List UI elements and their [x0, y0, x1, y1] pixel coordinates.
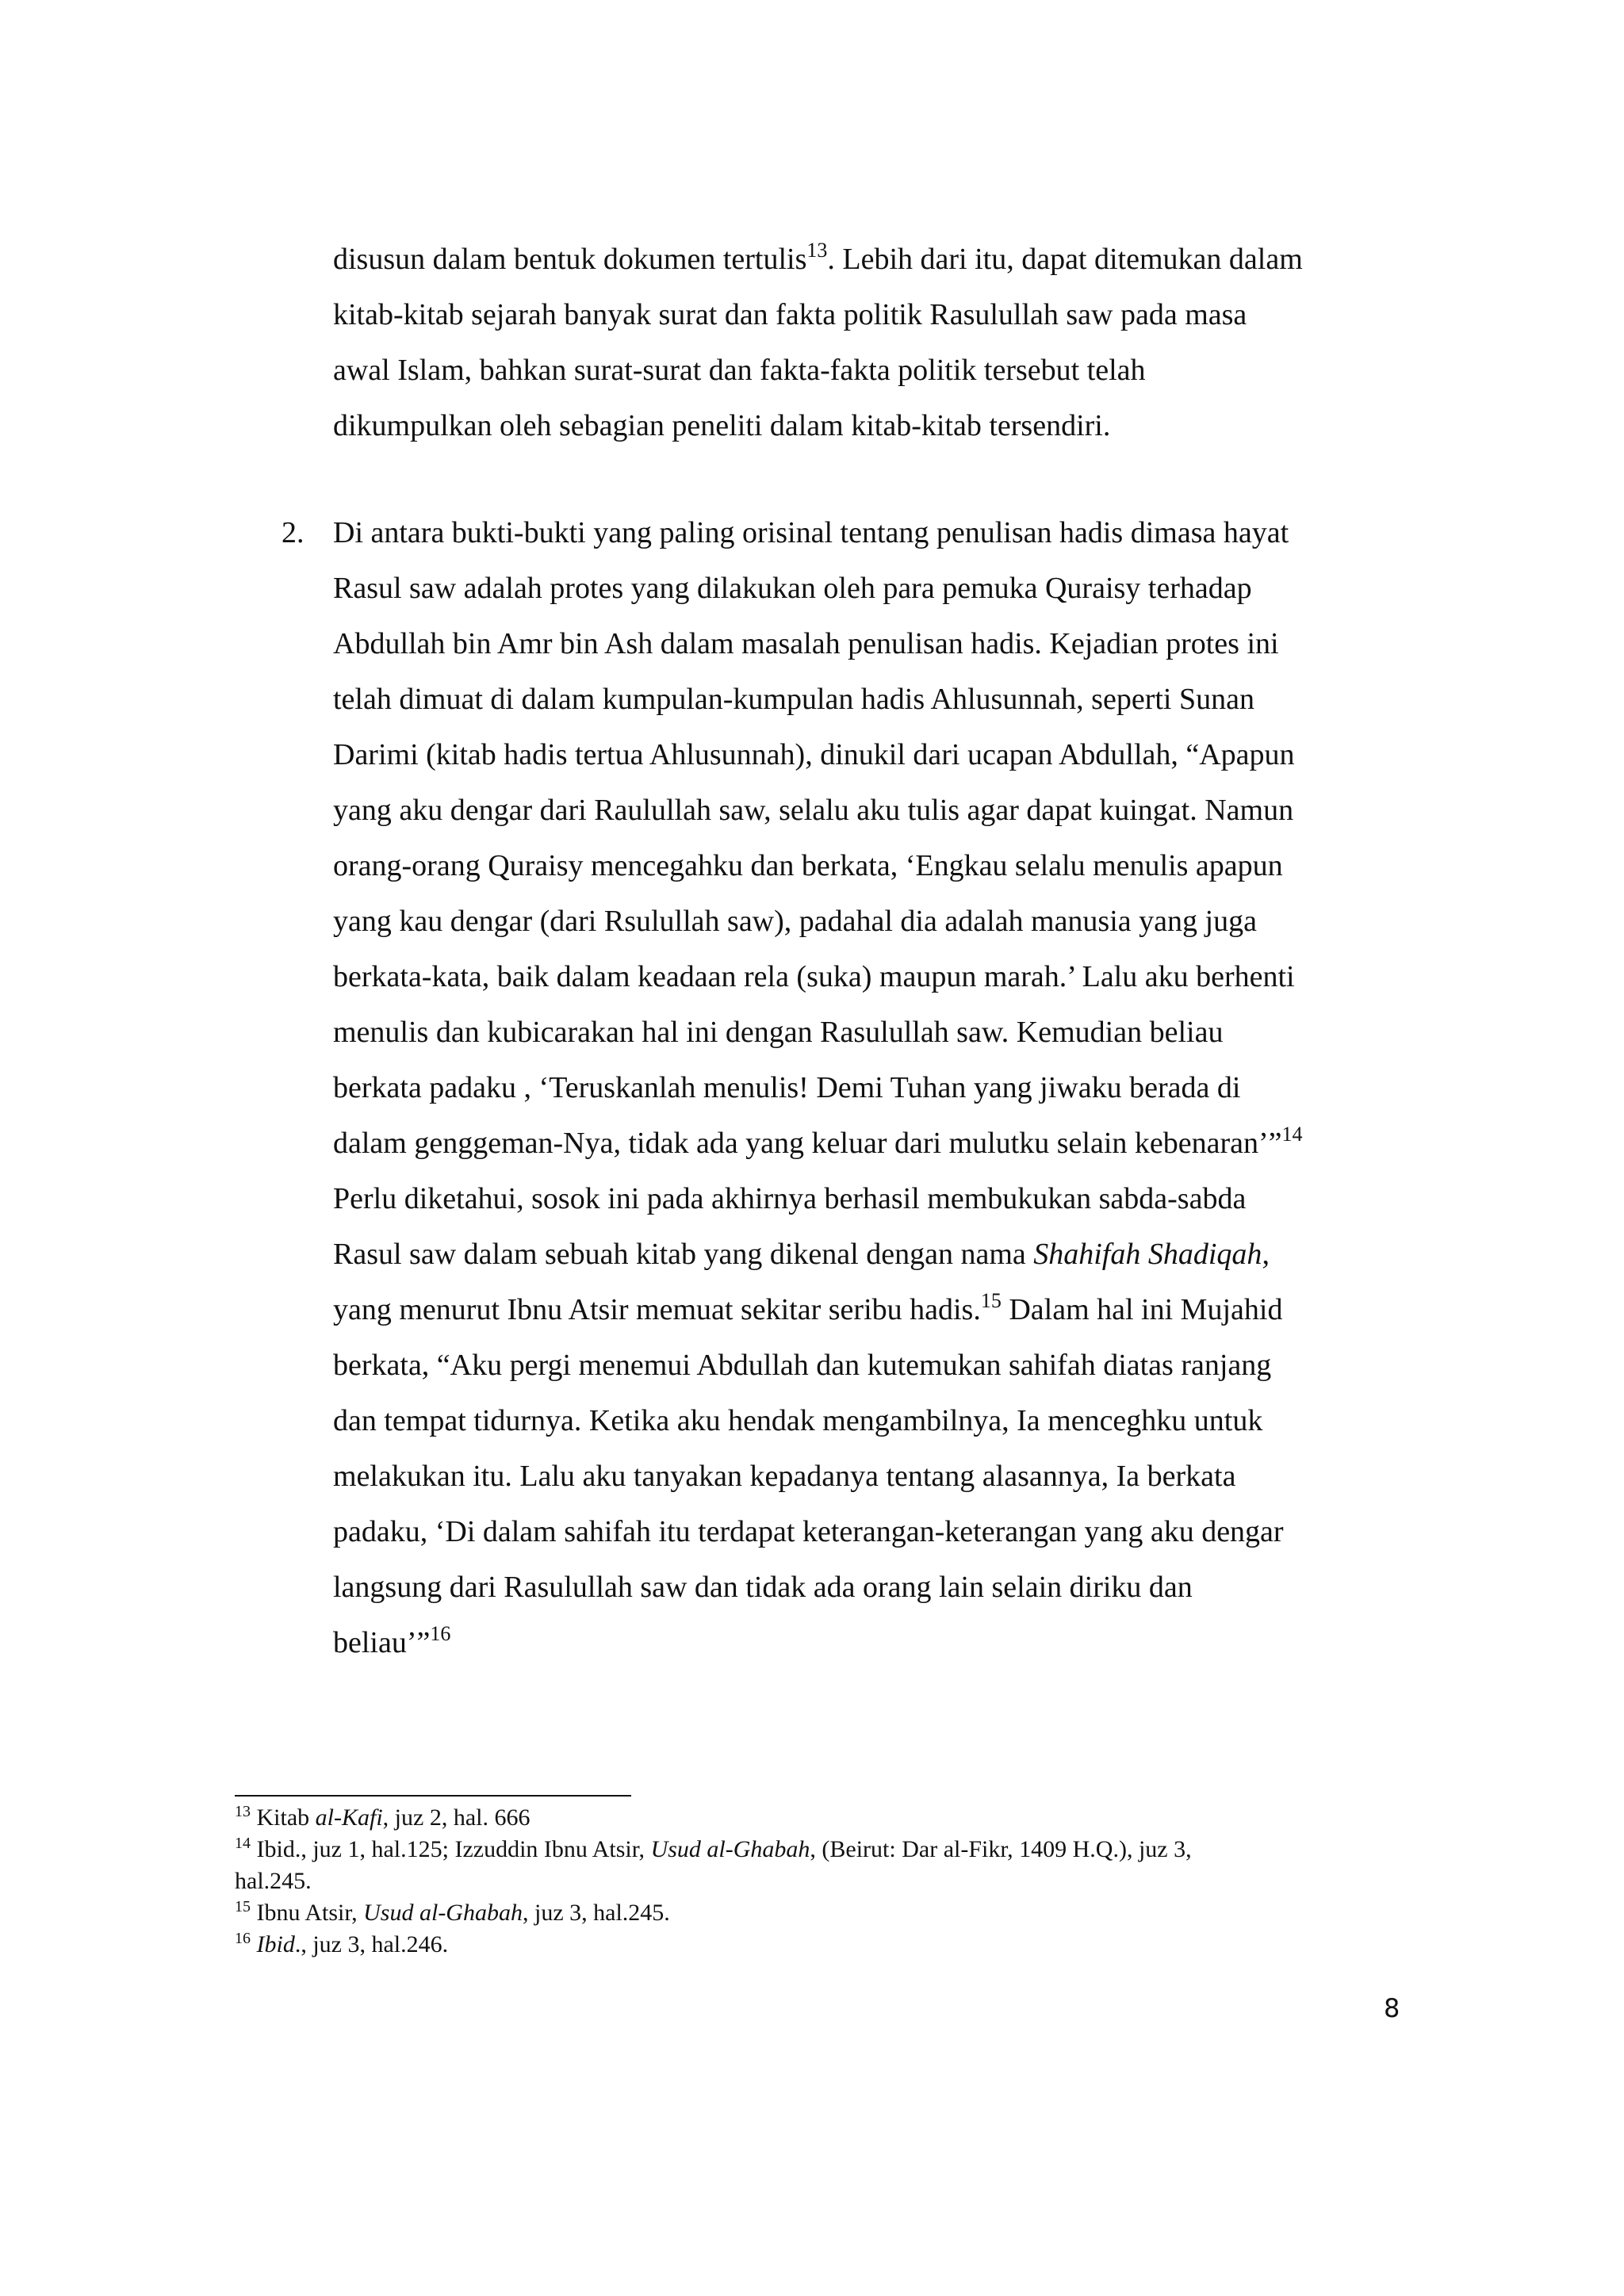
body-line: padaku, ‘Di dalam sahifah itu terdapat keterangan-keterangan yang aku dengar: [333, 1515, 1284, 1548]
body-line: disusun dalam bentuk dokumen tertulis$^{13}$. Lebih dari itu, dapat ditemukan dalam: [333, 239, 1303, 276]
body-line: yang kau dengar (dari Rsulullah saw), padahal dia adalah manusia yang juga: [333, 905, 1257, 938]
list-number: 2.: [282, 516, 304, 549]
body-line: langsung dari Rasulullah saw dan tidak ada orang lain selain diriku dan: [333, 1571, 1193, 1604]
footnote-16: $^{16}$ Ibid., juz 3, hal.246.: [235, 1930, 449, 1957]
body-line: awal Islam, bahkan surat-surat dan fakta-fakta politik tersebut telah: [333, 354, 1146, 387]
body-line: dikumpulkan oleh sebagian peneliti dalam kitab-kitab tersendiri.: [333, 409, 1111, 442]
body-line: berkata, “Aku pergi menemui Abdullah dan kutemukan sahifah diatas ranjang: [333, 1349, 1272, 1382]
italic-title: Shahifah Shadiqah: [1033, 1238, 1262, 1271]
footnote-ref-15[interactable]: 15: [980, 1289, 1002, 1312]
body-line: yang aku dengar dari Raulullah saw, selalu aku tulis agar dapat kuingat. Namun: [333, 794, 1294, 827]
footnote-14: $^{14}$ Ibid., juz 1, hal.125; Izzuddin Ibnu Atsir, Usud al-Ghabah, (Beirut: Dar al-Fikr, 1409 H.Q.), juz 3,: [235, 1835, 1192, 1862]
body-line: menulis dan kubicarakan hal ini dengan Rasulullah saw. Kemudian beliau: [333, 1016, 1224, 1049]
footnote-13: $^{13}$ Kitab al-Kafi, juz 2, hal. 666: [235, 1803, 530, 1831]
footnote-separator: [235, 1795, 631, 1797]
body-line: orang-orang Quraisy mencegahku dan berkata, ‘Engkau selalu menulis apapun: [333, 849, 1283, 882]
body-line: Rasul saw dalam sebuah kitab yang dikenal dengan nama Shahifah Shadiqah,: [333, 1238, 1270, 1271]
footnote-ref-13[interactable]: 13: [806, 239, 828, 262]
footnote-ref-16[interactable]: 16: [430, 1622, 451, 1645]
body-line: Darimi (kitab hadis tertua Ahlusunnah), dinukil dari ucapan Abdullah, “Apapun: [333, 738, 1295, 771]
body-line: berkata-kata, baik dalam keadaan rela (suka) maupun marah.’ Lalu aku berhenti: [333, 960, 1295, 993]
body-line: melakukan itu. Lalu aku tanyakan kepadanya tentang alasannya, Ia berkata: [333, 1460, 1236, 1493]
body-line: berkata padaku , ‘Teruskanlah menulis! Demi Tuhan yang jiwaku berada di: [333, 1071, 1241, 1104]
body-line: kitab-kitab sejarah banyak surat dan fakta politik Rasulullah saw pada masa: [333, 298, 1247, 331]
footnote-15: $^{15}$ Ibnu Atsir, Usud al-Ghabah, juz 3, hal.245.: [235, 1898, 670, 1926]
body-line: yang menurut Ibnu Atsir memuat sekitar seribu hadis.$^{15}$ Dalam hal ini Mujahid: [333, 1289, 1283, 1326]
body-line: telah dimuat di dalam kumpulan-kumpulan hadis Ahlusunnah, seperti Sunan: [333, 683, 1254, 716]
footnote-ref-14[interactable]: 14: [1281, 1123, 1303, 1146]
body-line: Di antara bukti-bukti yang paling orisinal tentang penulisan hadis dimasa hayat: [333, 516, 1289, 549]
page-number: 8: [1384, 1993, 1400, 2023]
body-line: Rasul saw adalah protes yang dilakukan oleh para pemuka Quraisy terhadap: [333, 572, 1252, 605]
body-line: dalam genggeman-Nya, tidak ada yang keluar dari mulutku selain kebenaran’”$^{14}$: [333, 1123, 1303, 1160]
footnote-14-continuation: hal.245.: [235, 1868, 312, 1894]
body-line: dan tempat tidurnya. Ketika aku hendak mengambilnya, Ia menceghku untuk: [333, 1404, 1263, 1437]
body-line: Abdullah bin Amr bin Ash dalam masalah penulisan hadis. Kejadian protes ini: [333, 627, 1279, 660]
body-line: beliau’”$^{16}$: [333, 1622, 451, 1659]
body-line: Perlu diketahui, sosok ini pada akhirnya berhasil membukukan sabda-sabda: [333, 1182, 1247, 1215]
